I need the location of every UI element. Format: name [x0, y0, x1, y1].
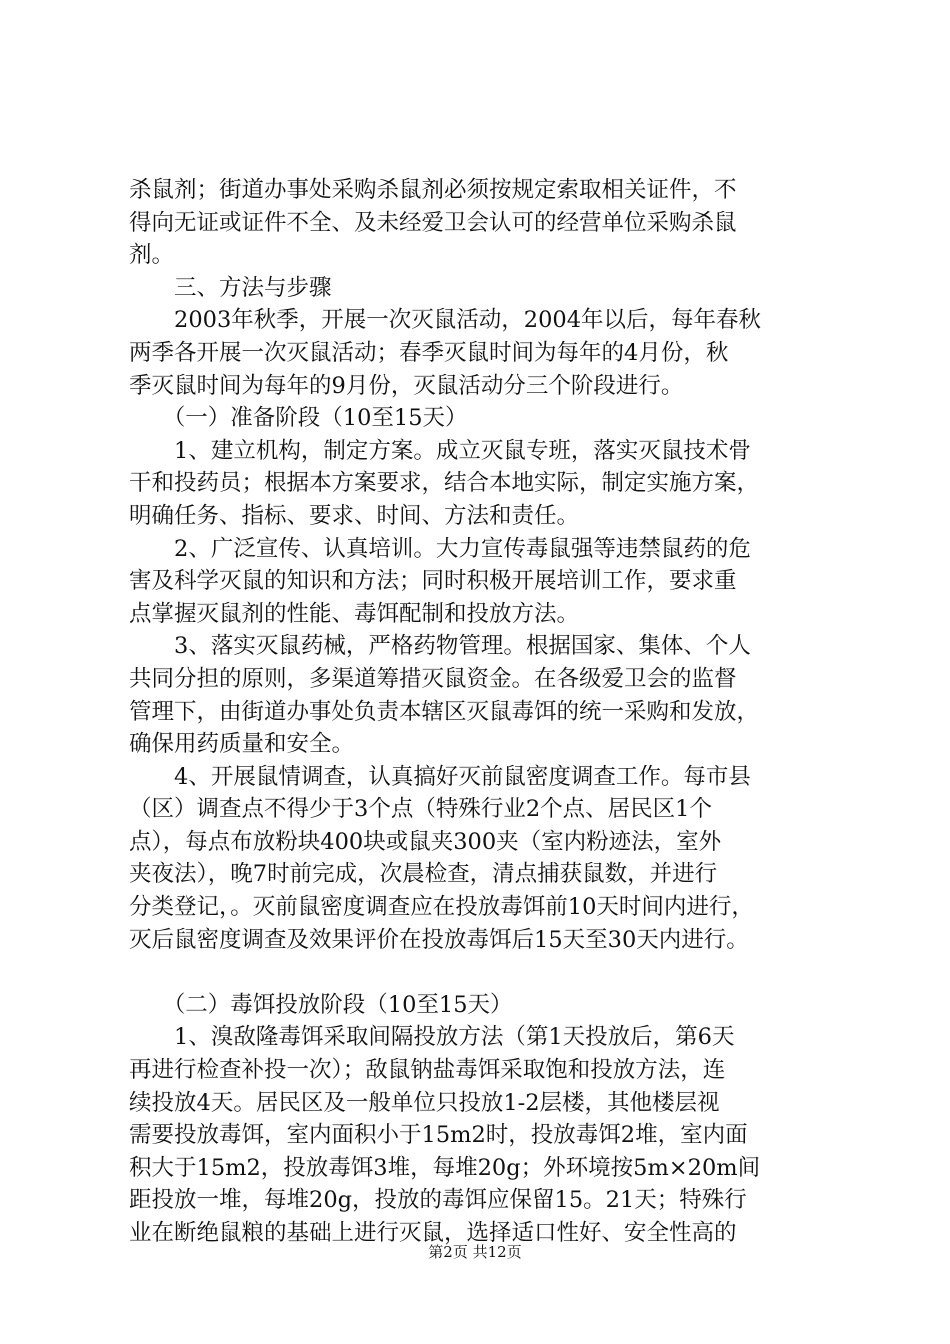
- text-line: 续投放4天。居民区及一般单位只投放1-2层楼，其他楼层视: [129, 1089, 720, 1116]
- text-line: 三、方法与步骤: [129, 274, 332, 301]
- text-line: 业在断绝鼠粮的基础上进行灭鼠，选择适口性好、安全性高的: [129, 1220, 737, 1246]
- text-line: 剂。: [129, 242, 175, 269]
- text-line: 两季各开展一次灭鼠活动；春季灭鼠时间为每年的4月份，秋: [129, 339, 729, 366]
- text-line: 距投放一堆，每堆20g，投放的毒饵应保留15。21天；特殊行: [129, 1187, 747, 1214]
- text-line: （区）调查点不得少于3个点（特殊行业2个点、居民区1个: [129, 796, 712, 823]
- text-line: 点掌握灭鼠剂的性能、毒饵配制和投放方法。: [129, 600, 580, 627]
- blank-line: [129, 956, 823, 989]
- text-line: 积大于15m2，投放毒饵3堆，每堆20g；外环境按5m×20m间: [129, 1154, 761, 1181]
- text-line: 2003年秋季，开展一次灭鼠活动，2004年以后，每年春秋: [129, 307, 762, 334]
- text-line: 3、落实灭鼠药械，严格药物管理。根据国家、集体、个人: [129, 633, 751, 660]
- text-line: 1、建立机构，制定方案。成立灭鼠专班，落实灭鼠技术骨: [129, 437, 751, 464]
- text-line: 季灭鼠时间为每年的9月份，灭鼠活动分三个阶段进行。: [129, 372, 684, 399]
- text-line: 明确任务、指标、要求、时间、方法和责任。: [129, 502, 580, 529]
- page-footer: 第2页 共12页: [428, 1243, 522, 1261]
- text-line: 确保用药质量和安全。: [129, 731, 355, 758]
- document-body: [129, 174, 823, 1250]
- text-line: （二）毒饵投放阶段（10至15天）: [129, 991, 513, 1018]
- text-line: 灭后鼠密度调查及效果评价在投放毒饵后15天至30天内进行。: [129, 926, 749, 953]
- text-line: 2、广泛宣传、认真培训。大力宣传毒鼠强等违禁鼠药的危: [129, 535, 751, 562]
- text-line: 夹夜法），晚7时前完成，次晨检查，清点捕获鼠数，并进行: [129, 861, 718, 888]
- text-line: 1、溴敌隆毒饵采取间隔投放方法（第1天投放后，第6天: [129, 1024, 735, 1051]
- text-line: 杀鼠剂；街道办事处采购杀鼠剂必须按规定索取相关证件，不: [129, 177, 737, 203]
- text-line: 管理下，由街道办事处负责本辖区灭鼠毒饵的统一采购和发放，: [129, 698, 760, 725]
- text-line: 共同分担的原则，多渠道筹措灭鼠资金。在各级爱卫会的监督: [129, 665, 737, 692]
- text-line: 4、开展鼠情调查，认真搞好灭前鼠密度调查工作。每市县: [129, 763, 751, 790]
- text-line: （一）准备阶段（10至15天）: [129, 405, 468, 432]
- text-line: 害及科学灭鼠的知识和方法；同时积极开展培训工作，要求重: [129, 568, 737, 595]
- text-line: 干和投药员；根据本方案要求，结合本地实际，制定实施方案，: [129, 470, 760, 497]
- text-line: 需要投放毒饵，室内面积小于15m2时，投放毒饵2堆，室内面: [129, 1122, 748, 1149]
- text-line: 分类登记，。灭前鼠密度调查应在投放毒饵前10天时间内进行，: [129, 894, 754, 921]
- text-line: 点），每点布放粉块400块或鼠夹300夹（室内粉迹法，室外: [129, 828, 722, 855]
- text-line: 再进行检查补投一次）；敌鼠钠盐毒饵采取饱和投放方法，连: [129, 1057, 726, 1084]
- text-line: 得向无证或证件不全、及未经爱卫会认可的经营单位采购杀鼠: [129, 209, 737, 236]
